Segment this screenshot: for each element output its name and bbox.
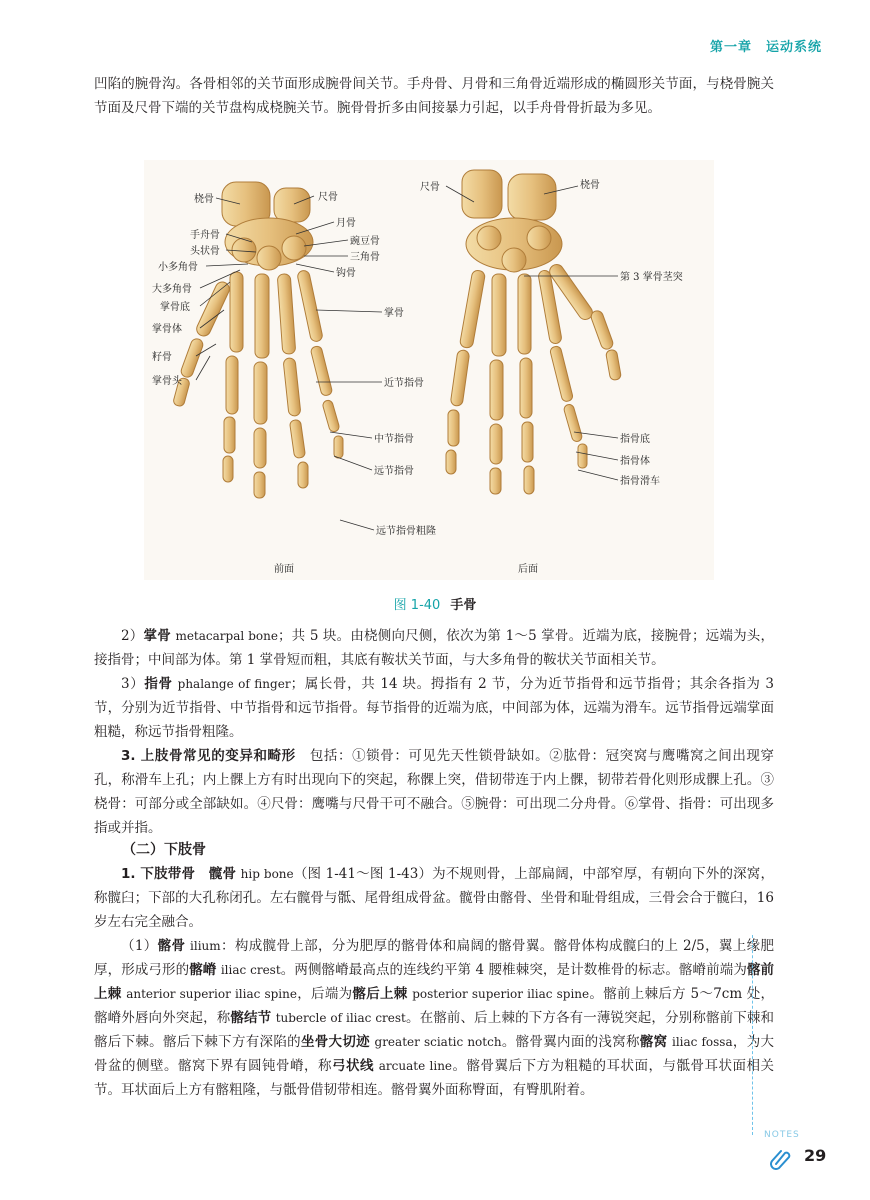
back-hand-drawing [446, 170, 622, 494]
label-styloid-process: 第 3 掌骨茎突 [620, 272, 683, 283]
paperclip-icon [770, 1148, 792, 1170]
section-heading-lower-limb: （二）下肢骨 [122, 842, 206, 858]
label-distal-phalanx: 远节指骨 [374, 466, 414, 477]
running-header [710, 36, 822, 55]
paragraph-ilium: （1）髂骨 ilium：构成髋骨上部，分为肥厚的髂骨体和扁阔的髂骨翼。髂骨体构成髋臼的上 2/5，翼上缘肥厚，形成弓形的髂嵴 iliac crest。两侧髂嵴最高点的连线约平第 4 腰椎棘突，是计数椎骨的标志。髂嵴前端为髂前上棘 anterior superior iliac spine，后端为髂后上棘 posterior superior iliac spine。髂前上棘后方 5～7cm 处，髂嵴外唇向外突起，称髂结节 tubercle of iliac crest。在髂前、后上棘的下方各有一薄锐突起，分别称髂前下棘和髂后下棘。髂后下棘下方有深陷的坐骨大切迹 greater sciatic notch。髂骨翼内面的浅窝称髂窝 iliac fossa，为大骨盆的侧壁。髂窝下界有圆钝骨嵴，称弓状线 arcuate line。髂骨翼后下方为粗糙的耳状面，与骶骨耳状面相关节。耳状面后上方有髂粗隆，与骶骨借韧带相连。髂骨翼外面称臀面，有臀肌附着。 [94, 938, 775, 1098]
label-phalanx-base: 指骨底 [620, 434, 650, 445]
label-middle-phalanx: 中节指骨 [374, 434, 414, 445]
label-metacarpal: 掌骨 [384, 308, 404, 319]
label-triquetrum: 三角骨 [350, 252, 380, 263]
chapter-label: 第一章 [709, 40, 752, 55]
label-ulna-front: 尺骨 [318, 192, 338, 203]
paragraph-phalange: 3）指骨 phalange of finger；属长骨，共 14 块。拇指有 2 节，分为近节指骨和远节指骨；其余各指为 3 节，分别为近节指骨、中节指骨和远节指骨。每节指骨的近端为底，中间部为体，远端为滑车。远节指骨远端掌面粗糙，称远节指骨粗隆。 [94, 676, 775, 740]
label-pisiform: 豌豆骨 [350, 236, 380, 247]
label-phalanx-trochlea: 指骨滑车 [620, 476, 660, 487]
paragraph-variation: 3. 上肢骨常见的变异和畸形 包括：①锁骨：可见先天性锁骨缺如。②肱骨：冠突窝与鹰嘴窝之间出现穿孔，称滑车上孔；内上髁上方有时出现向下的突起，称髁上突，借韧带连于内上髁，韧带若骨化则形成髁上孔。③桡骨：可部分或全部缺如。④尺骨：鹰嘴与尺骨干可不融合。⑤腕骨：可出现二分舟骨。⑥掌骨、指骨：可出现多指或并指。 [94, 748, 775, 836]
label-distal-tuberosity: 远节指骨粗隆 [376, 526, 436, 537]
label-ulna-back: 尺骨 [420, 182, 440, 193]
figure-number: 图 1-40 [393, 598, 441, 613]
paragraph-hip-bone: 1. 下肢带骨 髋骨 hip bone（图 1-41～图 1-43）为不规则骨，上部扁阔，中部窄厚，有朝向下外的深窝，称髋臼；下部的大孔称闭孔。左右髋骨与骶、尾骨组成骨盆。髋骨由髂骨、坐骨和耻骨组成，三骨会合于髋臼，16 岁左右完全融合。 [94, 866, 774, 930]
page-number: 29 [804, 1146, 827, 1165]
label-metacarpal-base: 掌骨底 [160, 302, 190, 313]
label-metacarpal-head: 掌骨头 [152, 376, 182, 387]
hand-bones-figure [144, 160, 714, 580]
label-front-view: 前面 [274, 564, 294, 575]
label-sesamoid: 籽骨 [152, 352, 172, 363]
label-trapezium: 大多角骨 [152, 284, 192, 295]
top-paragraph: 凹陷的腕骨沟。各骨相邻的关节面形成腕骨间关节。手舟骨、月骨和三角骨近端形成的椭圆形关节面，与桡骨腕关节面及尺骨下端的关节盘构成桡腕关节。腕骨骨折多由间接暴力引起，以手舟骨骨折最为多见。 [94, 76, 774, 116]
label-hamate: 钩骨 [336, 268, 356, 279]
label-radius-front: 桡骨 [194, 194, 214, 205]
paragraph-metacarpal: 2）掌骨 metacarpal bone；共 5 块。由桡侧向尺侧，依次为第 1～5 掌骨。近端为底，接腕骨；远端为头，接指骨；中间部为体。第 1 掌骨短而粗，其底有鞍状关节面，与大多角骨的鞍状关节面相关节。 [94, 628, 775, 668]
notes-label: NOTES [764, 1130, 800, 1140]
label-trapezoid: 小多角骨 [158, 262, 198, 273]
label-metacarpal-body: 掌骨体 [152, 324, 182, 335]
margin-dashed-line [752, 935, 753, 1135]
label-scaphoid: 手舟骨 [190, 230, 220, 241]
label-capitate: 头状骨 [190, 246, 220, 257]
label-lunate: 月骨 [336, 218, 356, 229]
figure-caption [0, 594, 870, 613]
label-back-view: 后面 [518, 564, 538, 575]
label-phalanx-body: 指骨体 [620, 456, 650, 467]
section-label: 运动系统 [765, 40, 822, 55]
figure-title: 手骨 [450, 598, 477, 613]
label-radius-back: 桡骨 [580, 180, 600, 191]
label-proximal-phalanx: 近节指骨 [384, 378, 424, 389]
